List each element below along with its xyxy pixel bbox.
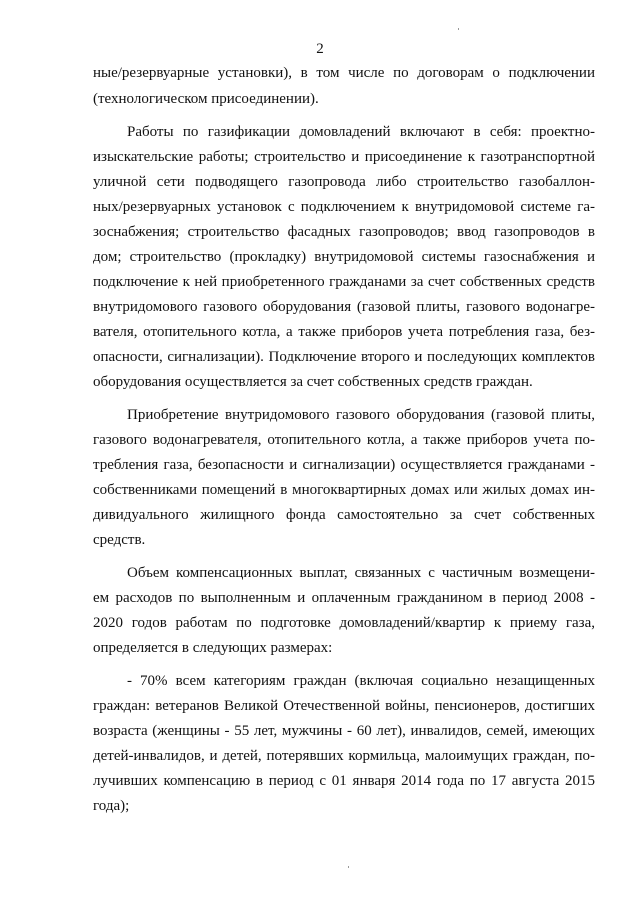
text-line: требления газа, безопасности и сигнализации) осуществляется гражданами -: [93, 457, 595, 473]
text-line: ные/резервуарные установки), в том числе по договорам о подключении: [93, 65, 595, 81]
text-line: 2020 годов работам по подготовке домовладений/квартир к приему газа,: [93, 615, 595, 631]
text-line: Работы по газификации домовладений включают в себя: проектно-: [127, 124, 595, 140]
text-line: зоснабжения; строительство фасадных газопроводов; ввод газопроводов в: [93, 224, 595, 240]
text-line: уличной сети подводящего газопровода либо строительство газобаллон-: [93, 174, 595, 190]
scan-speck: [348, 866, 349, 868]
text-line: дивидуального жилищного фонда самостоятельно за счет собственных: [93, 507, 595, 523]
text-line: вателя, отопительного котла, а также приборов учета потребления газа, без-: [93, 324, 595, 340]
scan-speck: [458, 28, 459, 30]
text-line: собственниками помещений в многоквартирных домах или жилых домах ин-: [93, 482, 595, 498]
text-line: возраста (женщины - 55 лет, мужчины - 60 лет), инвалидов, семей, имеющих: [93, 723, 595, 739]
text-line: граждан: ветеранов Великой Отечественной войны, пенсионеров, достигших: [93, 698, 595, 714]
text-line: дом; строительство (прокладку) внутридомовой системы газоснабжения и: [93, 249, 595, 265]
text-line: опасности, сигнализации). Подключение второго и последующих комплектов: [93, 349, 595, 365]
text-line: года);: [93, 798, 130, 814]
text-line: оборудования осуществляется за счет собственных средств граждан.: [93, 374, 533, 390]
text-line: определяется в следующих размерах:: [93, 640, 333, 656]
text-line: Объем компенсационных выплат, связанных с частичным возмещени-: [127, 565, 595, 581]
text-line: внутридомового газового оборудования (газовой плиты, газового водонагре-: [93, 299, 595, 315]
text-line: ем расходов по выполненным и оплаченным гражданином в период 2008 -: [93, 590, 595, 606]
text-line: средств.: [93, 532, 146, 548]
text-line: подключение к ней приобретенного гражданами за счет собственных средств: [93, 274, 595, 290]
text-line: (технологическом присоединении).: [93, 91, 319, 107]
text-line: газового водонагревателя, отопительного котла, а также приборов учета по-: [93, 432, 595, 448]
text-line: детей-инвалидов, и детей, потерявших кормильца, малоимущих граждан, по-: [93, 748, 595, 764]
page-number: 2: [316, 41, 324, 57]
text-line: ных/резервуарных установок с подключением к внутридомовой системе га-: [93, 199, 595, 215]
text-line: изыскательские работы; строительство и присоединение к газотранспортной: [93, 149, 595, 165]
text-line: - 70% всем категориям граждан (включая социально незащищенных: [127, 673, 595, 689]
text-line: лучивших компенсацию в период с 01 января 2014 года по 17 августа 2015: [93, 773, 595, 789]
text-line: Приобретение внутридомового газового оборудования (газовой плиты,: [127, 407, 595, 423]
